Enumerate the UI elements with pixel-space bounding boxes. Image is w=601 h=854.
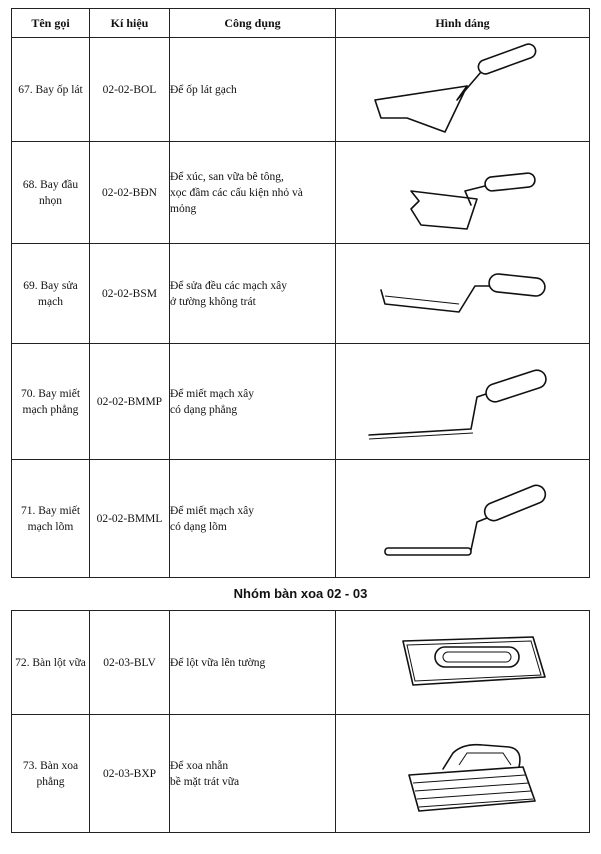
header-code: Kí hiệu	[90, 9, 170, 38]
tool-name: 72. Bàn lột vữa	[12, 611, 90, 715]
tool-name: 73. Bàn xoa phẳng	[12, 715, 90, 833]
tool-name: 70. Bay miết mạch phẳng	[12, 344, 90, 460]
table-row	[12, 460, 590, 578]
tool-use: Để xoa nhẵn bề mặt trát vữa	[170, 715, 336, 833]
table-row	[12, 344, 590, 460]
tool-name: 71. Bay miết mạch lõm	[12, 460, 90, 578]
tool-shape	[336, 142, 590, 244]
tool-shape	[336, 344, 590, 460]
wooden-float-icon	[363, 719, 563, 829]
table-row	[12, 715, 590, 833]
tiling-trowel-icon	[363, 42, 563, 138]
pointed-trowel-icon	[363, 145, 563, 241]
flat-jointer-icon	[353, 347, 573, 457]
tool-name: 69. Bay sửa mạch	[12, 244, 90, 344]
table-row	[12, 142, 590, 244]
tool-use: Để ốp lát gạch	[170, 38, 336, 142]
tool-name: 67. Bay ốp lát	[12, 38, 90, 142]
tool-shape	[336, 38, 590, 142]
tool-code: 02-03-BLV	[90, 611, 170, 715]
tool-code: 02-02-BMML	[90, 460, 170, 578]
plastering-float-icon	[363, 615, 563, 711]
tool-shape	[336, 460, 590, 578]
tool-use: Để lột vữa lên tường	[170, 611, 336, 715]
group-title: Nhóm bàn xoa 02 - 03	[233, 586, 368, 601]
table-row	[12, 611, 590, 715]
tool-use: Để xúc, san vữa bê tông, xọc đầm các cấu kiện nhỏ và mỏng	[170, 142, 336, 244]
joint-repair-trowel-icon	[363, 246, 563, 342]
tool-use: Để sửa đều các mạch xây ở tường không trát	[170, 244, 336, 344]
header-use: Công dụng	[170, 9, 336, 38]
table-row	[12, 244, 590, 344]
tool-use: Để miết mạch xây có dạng lõm	[170, 460, 336, 578]
tool-shape	[336, 715, 590, 833]
header-name: Tên gọi	[12, 9, 90, 38]
tool-shape	[336, 611, 590, 715]
tool-code: 02-02-BOL	[90, 38, 170, 142]
concave-jointer-icon	[353, 464, 573, 574]
header-shape: Hình dáng	[336, 9, 590, 38]
tool-code: 02-02-BMMP	[90, 344, 170, 460]
tool-code: 02-02-BĐN	[90, 142, 170, 244]
tool-code: 02-02-BSM	[90, 244, 170, 344]
tool-use: Để miết mạch xây có dạng phẳng	[170, 344, 336, 460]
tools-table-group2	[11, 610, 590, 833]
tool-code: 02-03-BXP	[90, 715, 170, 833]
tool-shape	[336, 244, 590, 344]
tool-name: 68. Bay đầu nhọn	[12, 142, 90, 244]
table-row	[12, 38, 590, 142]
table-header-row	[12, 9, 590, 38]
tools-table-group1	[11, 8, 590, 578]
